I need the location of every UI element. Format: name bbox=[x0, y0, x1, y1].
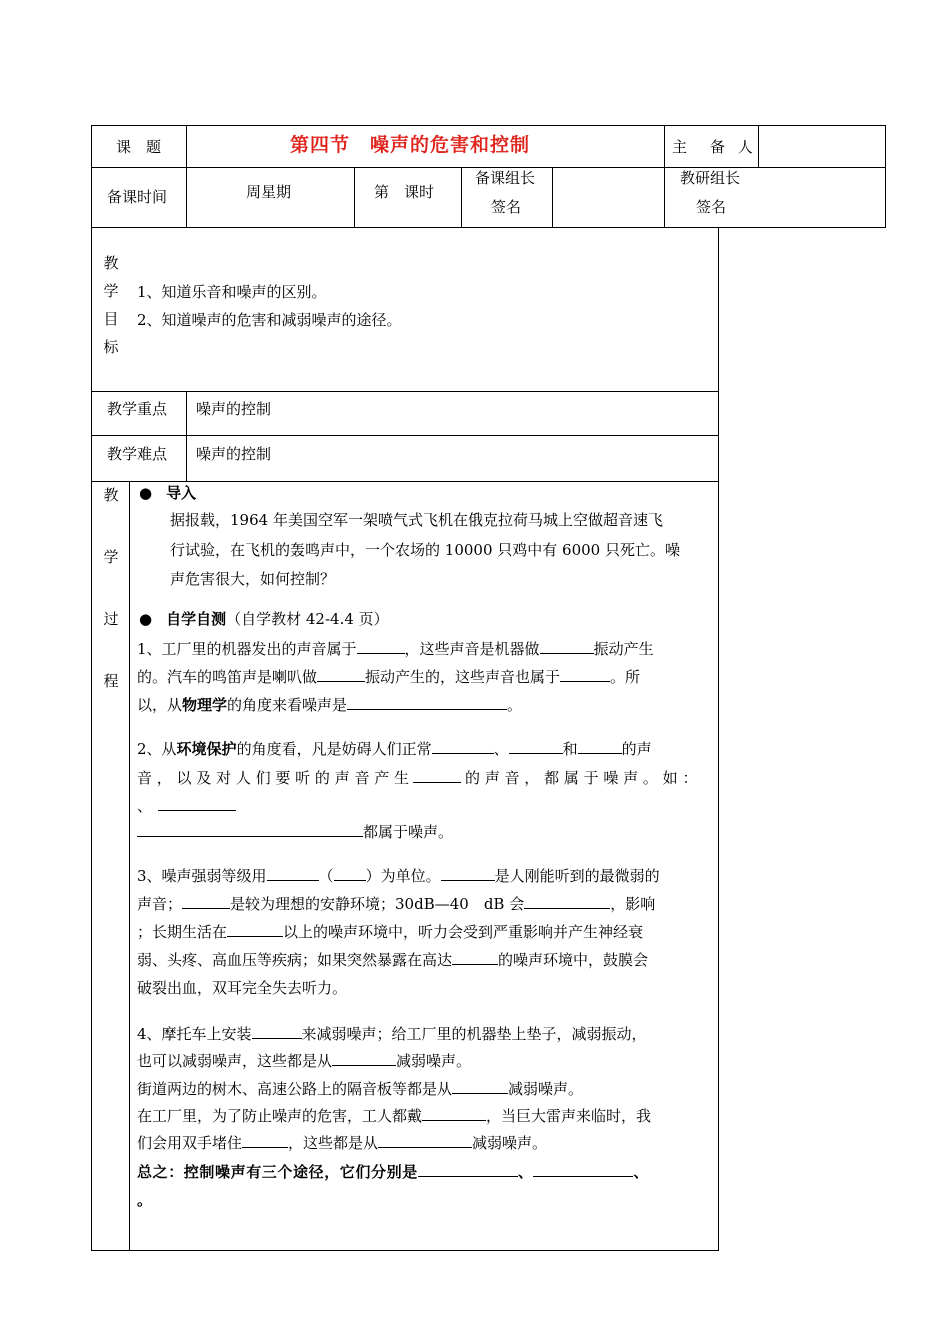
answer-blank[interactable] bbox=[560, 667, 610, 682]
answer-blank[interactable] bbox=[540, 639, 594, 654]
answer-blank[interactable] bbox=[182, 894, 230, 909]
q4-line-5: 们会用双手堵住 ，这些都是从 减弱噪声。 bbox=[137, 1134, 548, 1152]
bullet-icon: ● bbox=[139, 610, 153, 628]
process-label-char: 学 bbox=[103, 548, 119, 566]
answer-blank[interactable] bbox=[137, 822, 363, 837]
answer-blank[interactable] bbox=[509, 739, 563, 754]
answer-blank[interactable] bbox=[578, 739, 622, 754]
answer-blank[interactable] bbox=[452, 1079, 508, 1094]
table-col-label-process bbox=[129, 481, 130, 1251]
objectives-label-char: 教 bbox=[103, 254, 119, 272]
answer-blank[interactable] bbox=[357, 639, 405, 654]
q1-line-3: 以，从物理学的角度来看噪声是 。 bbox=[137, 696, 523, 714]
process-label-char: 程 bbox=[103, 672, 119, 690]
q3-line-5: 破裂出血，双耳完全失去听力。 bbox=[137, 979, 348, 997]
table-col-content-right bbox=[718, 227, 719, 1251]
objective-item-2: 2、知道噪声的危害和减弱噪声的途径。 bbox=[137, 311, 402, 329]
research-leader-label: 教研组长 bbox=[680, 169, 741, 187]
q4-line-1: 4、摩托车上安装 来减弱噪声；给工厂里的机器垫上垫子，减弱振动， bbox=[137, 1025, 647, 1043]
process-label-char: 教 bbox=[103, 486, 119, 504]
answer-blank[interactable] bbox=[422, 1106, 486, 1121]
q2-line-4: 都属于噪声。 bbox=[137, 822, 453, 842]
q1-line-1: 1、工厂里的机器发出的声音属于 ，这些声音是机器做 振动产生 bbox=[137, 640, 654, 658]
answer-blank[interactable] bbox=[347, 695, 507, 710]
answer-blank[interactable] bbox=[533, 1162, 633, 1177]
summary-line: 总之：控制噪声有三个途径，它们分别是 、 、 bbox=[137, 1163, 650, 1181]
answer-blank[interactable] bbox=[378, 1133, 472, 1148]
lesson-title: 第四节 噪声的危害和控制 bbox=[290, 134, 531, 156]
q4-line-2: 也可以减弱噪声，这些都是从 减弱噪声。 bbox=[137, 1052, 472, 1070]
prep-time-label: 备课时间 bbox=[107, 188, 168, 206]
intro-line-3: 声危害很大，如何控制？ bbox=[170, 570, 336, 588]
objectives-label-char: 标 bbox=[103, 338, 119, 356]
table-col-preparer-end bbox=[758, 125, 759, 168]
q2-line-1: 2、从环境保护的角度看，凡是妨碍人们正常 、 和 的声 bbox=[137, 740, 652, 758]
group-leader-sign-label: 签名 bbox=[491, 198, 522, 216]
self-study-heading bbox=[139, 609, 389, 629]
difficulty-value: 噪声的控制 bbox=[196, 445, 272, 463]
answer-blank[interactable] bbox=[413, 768, 461, 783]
answer-blank[interactable] bbox=[524, 894, 610, 909]
table-border-right bbox=[885, 125, 886, 228]
lesson-label: 课 题 bbox=[116, 138, 162, 156]
q1-line-2: 的。汽车的鸣笛声是喇叭做 振动产生的，这些声音也属于 。所 bbox=[137, 668, 641, 686]
key-point-value: 噪声的控制 bbox=[196, 400, 272, 418]
answer-blank[interactable] bbox=[158, 796, 236, 811]
intro-line-1: 据报载，1964 年美国空军一架喷气式飞机在俄克拉荷马城上空做超音速飞 bbox=[170, 511, 663, 529]
self-study-title: 自学自测 bbox=[166, 610, 227, 628]
key-point-label: 教学重点 bbox=[107, 400, 168, 418]
table-border-top bbox=[91, 125, 886, 126]
q3-line-1: 3、噪声强弱等级用 （ ）为单位。 是人刚能听到的最微弱的 bbox=[137, 867, 660, 885]
answer-blank[interactable] bbox=[418, 1162, 518, 1177]
table-col-groupleader-end bbox=[552, 167, 553, 228]
process-label-char: 过 bbox=[103, 610, 119, 628]
answer-blank[interactable] bbox=[267, 866, 319, 881]
q4-line-3: 街道两边的树木、高速公路上的隔音板等都是从 减弱噪声。 bbox=[137, 1080, 584, 1098]
table-col-title-end bbox=[664, 125, 665, 228]
objective-item-1: 1、知道乐音和噪声的区别。 bbox=[137, 283, 327, 301]
difficulty-label: 教学难点 bbox=[107, 445, 168, 463]
period-label: 第 课时 bbox=[374, 183, 435, 201]
answer-blank[interactable] bbox=[441, 866, 495, 881]
q3-line-4: 弱、头疼、高血压等疾病；如果突然暴露在高达 的噪声环境中，鼓膜会 bbox=[137, 951, 649, 969]
answer-blank[interactable] bbox=[317, 667, 365, 682]
q2-line-3: 、 bbox=[137, 796, 236, 816]
answer-blank[interactable] bbox=[334, 866, 366, 881]
preparer-label: 主 备 人 bbox=[672, 138, 757, 156]
table-col-label-top bbox=[186, 125, 187, 228]
intro-title: 导入 bbox=[166, 484, 197, 502]
table-col-week-end bbox=[354, 167, 355, 228]
answer-blank[interactable] bbox=[452, 950, 498, 965]
table-border-left bbox=[91, 125, 92, 1251]
bullet-icon: ● bbox=[139, 484, 153, 502]
table-rule-row2 bbox=[91, 227, 886, 228]
answer-blank[interactable] bbox=[227, 922, 283, 937]
answer-blank[interactable] bbox=[252, 1024, 302, 1039]
self-study-note: （自学教材 42-4.4 页） bbox=[226, 610, 389, 628]
answer-blank[interactable] bbox=[242, 1133, 288, 1148]
answer-blank[interactable] bbox=[332, 1051, 396, 1066]
q3-line-2: 声音； 是较为理想的安静环境；30dB—40 dB 会 ，影响 bbox=[137, 895, 656, 913]
table-border-bottom bbox=[91, 1250, 718, 1251]
objectives-label-char: 学 bbox=[103, 282, 119, 300]
intro-heading bbox=[139, 483, 196, 503]
table-col-label-keypoint bbox=[186, 391, 187, 482]
week-label: 周星期 bbox=[246, 183, 292, 201]
research-leader-sign-label: 签名 bbox=[696, 198, 727, 216]
objectives-label-char: 目 bbox=[103, 310, 119, 328]
q4-line-4: 在工厂里，为了防止噪声的危害，工人都戴 ，当巨大雷声来临时，我 bbox=[137, 1107, 652, 1125]
answer-blank[interactable] bbox=[432, 739, 494, 754]
summary-end: 。 bbox=[137, 1191, 153, 1209]
table-col-period-end bbox=[461, 167, 462, 228]
q2-line-2: 音 ， 以 及 对 人 们 要 听 的 声 音 产 生 的 声 音 ， 都 属 于 噪 声 。 如 ： bbox=[137, 769, 698, 787]
q3-line-3: ；长期生活在 以上的噪声环境中，听力会受到严重影响并产生神经衰 bbox=[137, 923, 644, 941]
intro-line-2: 行试验，在飞机的轰鸣声中，一个农场的 10000 只鸡中有 6000 只死亡。噪 bbox=[170, 541, 680, 559]
group-leader-label: 备课组长 bbox=[475, 169, 536, 187]
